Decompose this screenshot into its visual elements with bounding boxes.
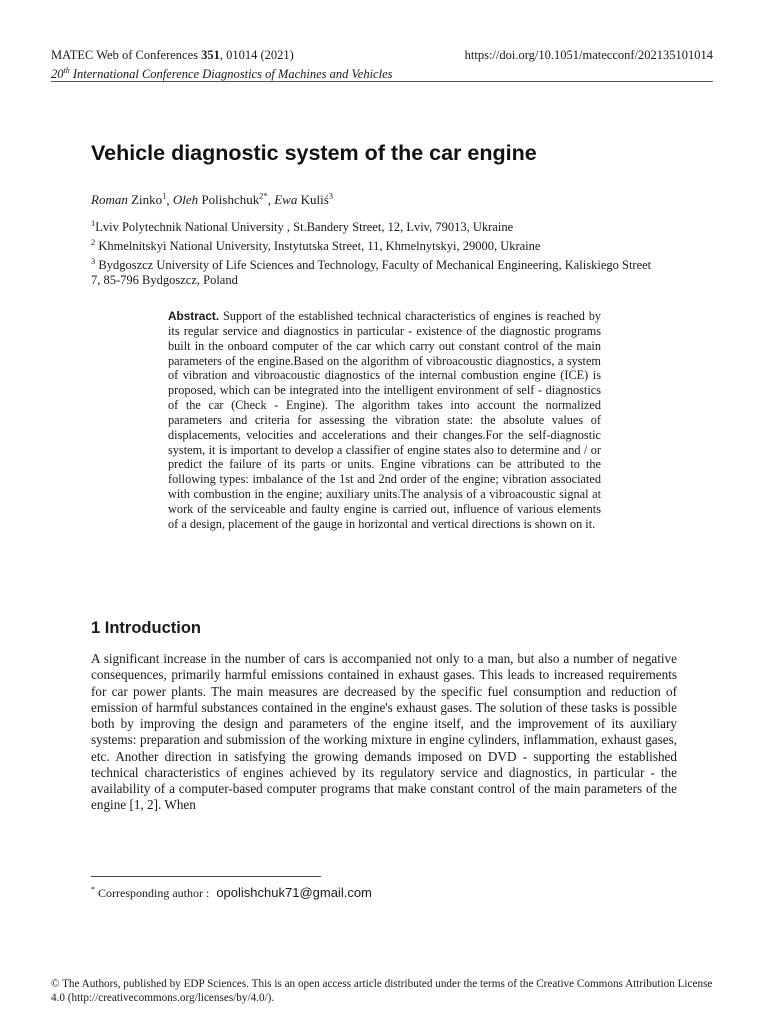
corresponding-author-footnote: * Corresponding author : opolishchuk71@gmail.com [91, 885, 372, 900]
affiliation-item: $^3$ Bydgoszcz University of Life Sciences and Technology, Faculty of Mechanical Engineering, Kaliskiego Street 7, 85-796 Bydgoszcz, Poland [91, 256, 652, 288]
affiliation-item: $^1$Lviv Polytechnik National University , St.Bandery Street, 12, Lviv, 79013, Ukraine [91, 218, 514, 235]
journal-citation: MATEC Web of Conferences 351, 01014 (2021) [51, 48, 294, 62]
affiliation-item: $^2$ Khmelnitskyi National University, Instytutska Street, 11, Khmelnytskyi, 29000, Ukraine [91, 237, 541, 254]
author: Roman Zinko$^1$ [91, 191, 167, 208]
running-header [51, 47, 713, 82]
abstract-text: Support of the established technical characteristics of engines is reached by its regular service and diagnostics in particular - existence of the diagnostic programs built in the onboard computer of the car which carry out constant control of the main parameters of the engine.Based on the algorithm of vibroacoustic diagnostics, a system of vibration and vibroacoustic diagnostics of the internal combustion engine (ICE) is proposed, which can be integrated into the intelligent environment of self - diagnostics of the car (Check - Engine). The algorithm takes into account the normalized parameters and criteria for assessing the vibration state: the absolute values of displacements, velocities and accelerations and their changes.For the self-diagnostic system, it is important to develop a classifier of engine states also to determine and / or predict the failure of its parts or units. Engine vibrations can be attributed to the following types: imbalance of the 1st and 2nd order of the engine; vibration associated with combustion in the engine; auxiliary units.The analysis of a vibroacoustic signal at work of the serviceable and faulty engine is carried out, influence of various elements of a design, placement of the gauge in horizontal and vertical directions is shown on it. [168, 309, 602, 531]
affiliations [91, 216, 661, 288]
abstract [168, 309, 601, 532]
conference-name: 20th International Conference Diagnostics of Machines and Vehicles [51, 66, 393, 82]
paper-title: Vehicle diagnostic system of the car engine [91, 141, 537, 165]
volume-number: 351 [201, 48, 220, 62]
author: Ewa Kuliś$^3$ [274, 191, 334, 208]
copyright-notice: © The Authors, published by EDP Sciences. This is an open access article distributed under the terms of the Creative Commons Attribution License 4.0 (http://creativecommons.org/licenses/by/4.0/). [51, 978, 713, 1004]
abstract-label: Abstract. [168, 309, 220, 323]
author: Oleh Polishchuk$^{2*}$ [172, 191, 268, 208]
introduction-paragraph: A significant increase in the number of cars is accompanied not only to a man, but also a number of negative consequences, primarily harmful emissions contained in exhaust gases. This leads to increased requirements for car power plants. The main measures are decreased by the specific fuel consumption and reduction of emission of harmful substances contained in the engine's exhaust gases. The solution of these tasks is possible both by improving the design and parameters of the engine itself, and the improvement of its auxiliary systems: preparation and submission of the working mixture in engine cylinders, inflammation, exhaust gases, etc. Another direction in satisfying the growing demands imposed on DVD - supporting the established technical characteristics of engines achieved by its regulatory service and diagnostics, in particular - the availability of a computer-based computer programs that make constant control of the main parameters of the engine [1, 2]. When [91, 651, 677, 813]
author-list: Roman Zinko$^1$, Oleh Polishchuk$^{2*}$, Ewa Kuliś$^3$ [91, 191, 334, 208]
author-email[interactable]: opolishchuk71@gmail.com [216, 885, 372, 900]
section-heading: 1 Introduction [91, 619, 201, 637]
footnote-divider [91, 876, 321, 877]
header-divider [51, 81, 713, 82]
doi-link[interactable]: https://doi.org/10.1051/matecconf/202135101014 [464, 48, 713, 62]
